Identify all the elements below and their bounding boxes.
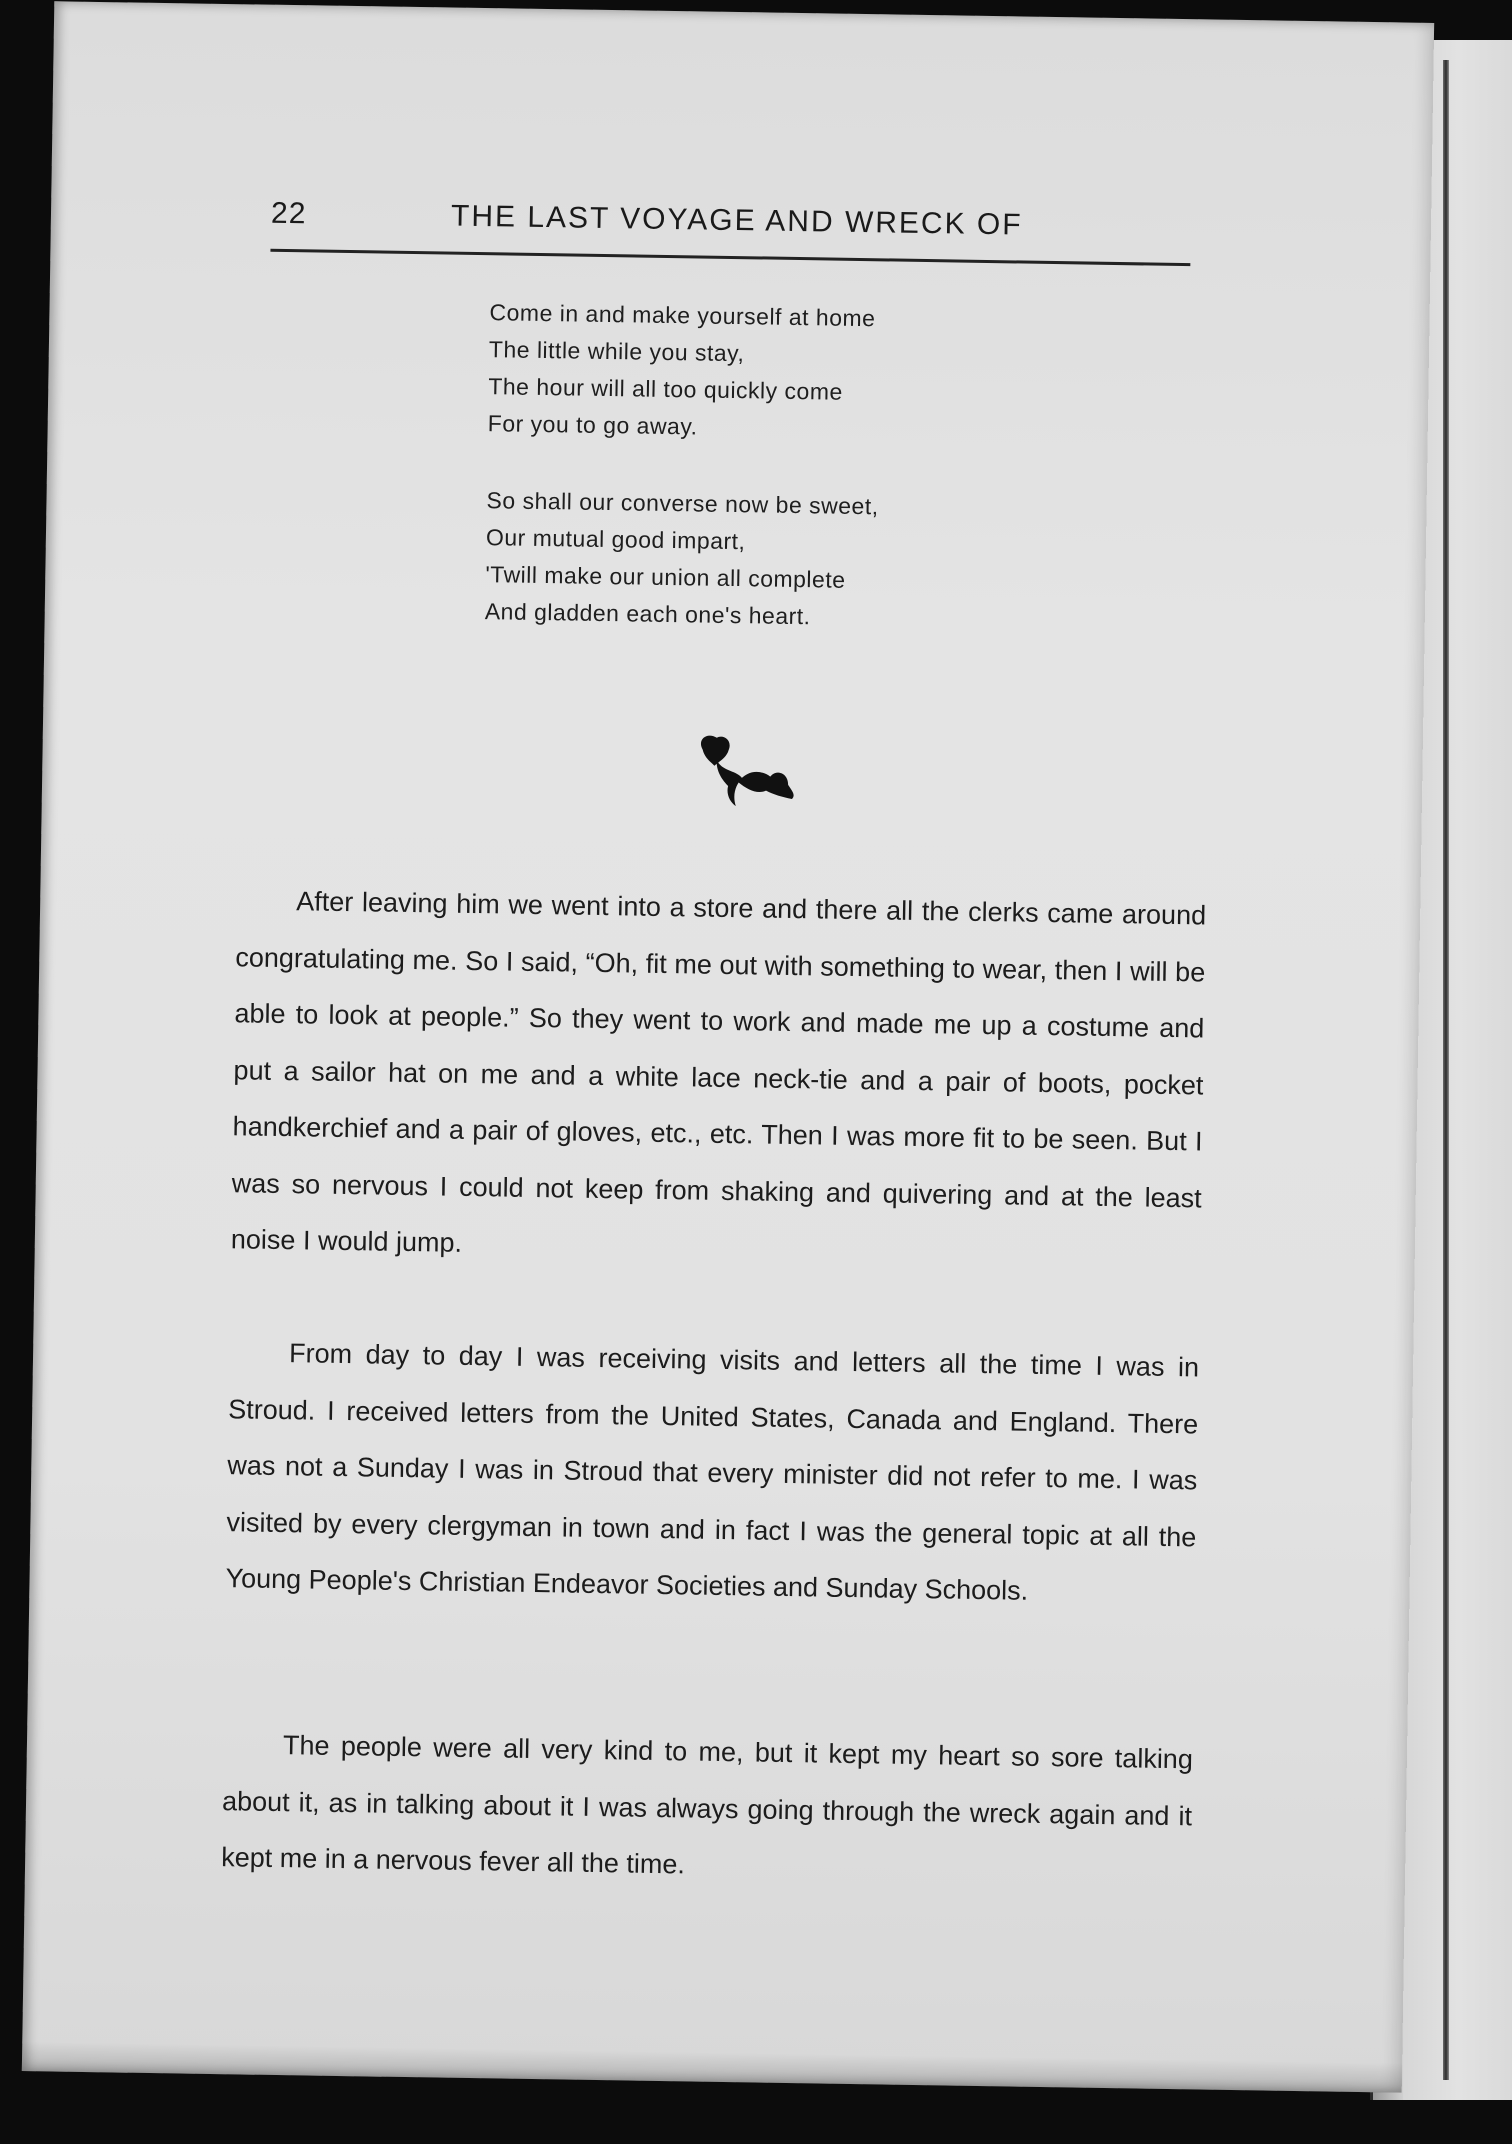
verse-line: Come in and make yourself at home <box>489 299 876 332</box>
paragraph-text: From day to day I was receiving visits and letters all the time I was in Stroud. I received letters from the United States, Canada and England. There was not a Sunday I was in Stroud that every minister did not refer to me. I was visited by every clergyman in town and in fact I was the general topic at all the Young People's Christian Endeavor Societies and Sunday Schools. <box>225 1338 1200 1606</box>
paragraph-text: After leaving him we went into a store and there all the clerks came around congratulating me. So I said, “Oh, fit me out with something to wear, then I will be able to look at people.” So they went to work and made me up a costume and put a sailor hat on me and a white lace neck-tie and a pair of boots, pocket handkerchief and a pair of gloves, etc., etc. Then I was more fit to be seen. But I was so nervous I could not keep from shaking and quivering and at the least noise I would jump. <box>230 886 1207 1258</box>
verse-line: Our mutual good impart, <box>485 524 746 555</box>
book-page <box>22 1 1434 2092</box>
verse-line: The little while you stay, <box>488 336 745 367</box>
body-paragraph <box>225 1324 1199 1622</box>
page-number: 22 <box>270 196 307 231</box>
verse-line: So shall our converse now be sweet, <box>486 487 879 520</box>
verse-line: 'Twill make our union all complete <box>485 561 846 593</box>
leaf-ornament-icon <box>692 731 803 813</box>
verse-line: For you to go away. <box>487 410 698 440</box>
paragraph-text: The people were all very kind to me, but it kept my heart so sore talking about it, as in talking about it I was always going through the wreck again and it kept me in a nervous fever all the time. <box>220 1730 1194 1880</box>
verse-stanza-2 <box>485 482 1047 639</box>
header-rule <box>270 249 1190 266</box>
page-header <box>270 189 1241 274</box>
verse-stanza-1 <box>487 294 1049 451</box>
book-spine-edge <box>1443 60 1449 2080</box>
body-paragraph <box>230 872 1206 1283</box>
running-title: THE LAST VOYAGE AND WRECK OF <box>450 199 1023 242</box>
body-paragraph <box>221 1716 1194 1901</box>
verse-line: And gladden each one's heart. <box>484 598 811 630</box>
verse-line: The hour will all too quickly come <box>488 373 843 405</box>
